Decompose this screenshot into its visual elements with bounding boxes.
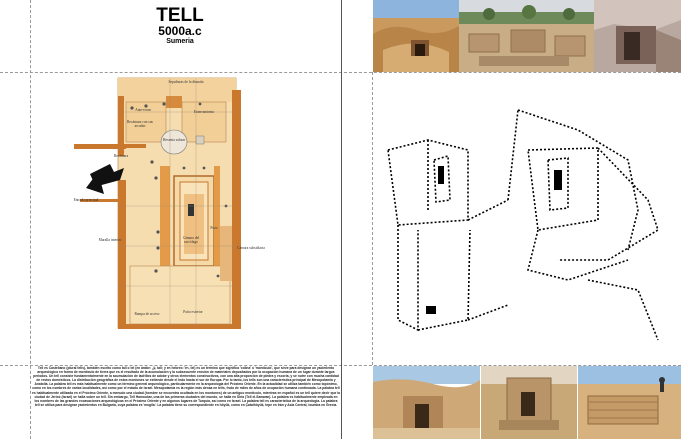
divider-left — [30, 0, 31, 439]
page-title: TELL — [156, 5, 204, 26]
plan-label-left-entrance: Recámara — [113, 154, 129, 158]
plan-label-burial: Enterramiento — [193, 110, 215, 114]
floor-plan — [70, 76, 270, 334]
divider-right-inner — [372, 72, 373, 365]
photo-stone-tomb-facade — [481, 366, 577, 439]
plan-label-top-right: Sepulturas de la dinastía — [168, 80, 204, 84]
photo-desert-rock-entrance — [373, 366, 480, 439]
page-subtitle-secondary: Sumeria — [166, 38, 194, 45]
plan-label-bottom-court: Patio exterior — [183, 310, 203, 314]
plan-label-left-side: Recámara con sus arcadas — [127, 120, 153, 128]
plan-label-center-low: Pozo — [210, 226, 218, 230]
plan-label-center-court: Hexenia saloon — [162, 138, 186, 142]
plan-label-left-lower: Muralla interior — [98, 238, 122, 242]
plan-label-bottom-left: Rampa de acceso — [134, 312, 160, 316]
floor-plan-drawing — [70, 76, 270, 334]
plan-label-center-mid: Cámara del sarcófago — [182, 236, 200, 244]
photo-excavation-village — [459, 0, 594, 72]
page-separator — [341, 0, 342, 439]
photo-desert-tomb — [373, 0, 459, 72]
plan-label-left-mid: Ante-room — [135, 108, 151, 112]
photo-rock-cut-tomb — [594, 0, 681, 72]
photo-excavation-wall — [578, 366, 681, 439]
tomb-sketch — [378, 90, 678, 360]
description-paragraph: Tell es Castellano (plural tells), también escrito como tall o tel (en árabe: تل, tall; y en hebreo: תל, tel) es un término que significa 'colina' o 'montículo', que sirve para designar un yacimiento arqueológico en forma de montículo de tierra que es el resultado de la acumulación y la subsecuente erosión de materiales depositados por la ocupación humana de un lugar durante largos periodos. Un tell consiste fundamentalmente en la acumulación de ladrillos de adobe y otros elementos constructivos, con una alta proporción de piedra y escoria, y se nutre con mucha cantidad de restos domésticos. La distribución geográfica de estos montones se extiende desde el Indo hasta el sur de Europa. Por lo tanto, los tells son una característica principal de Mesopotamia y Anatolia. La palabra tell es más habitualmente como un término general arqueológico, particularmente en la arqueología del Próximo Oriente. En la actualidad se utiliza también como topónimo, como en los nombres de varias localidades, así como por el estado de Israel. Mesopotamia es la región más densa en tells, fruto de miles de años de ocupación humana continuada. La palabra tell es habitualmente utilizada en el Próximo Oriente, a menudo una ciudad (hombre se encuentra ocultada en los montones) de un antiguo montículo, mientras en español es un tell quiere decir que la ciudad de Jericó (Israel) se halla sobre un tell. Sin embargo, Tell Hamoukar, una de las primeras ciudades del mundo, se halla en Siria (Tell el-Sawwan). La palabra es habitualmente empleada en los nombres de las grandes excavaciones arqueológicas en el Próximo Oriente y en algunos lugares de Turquía, así como en Israel. La palabra tell es característica de la arqueología. La palabra tell se utiliza para designar yacimientos en Bulgaria, cuya palabra es 'mogila'. La palabra tiene su correspondiente en höyük, como en Çatalhöyük, tepe en Irán y Asia Central, toumba en Grecia. — [32, 366, 340, 407]
plan-label-arrow: Entrada principal — [73, 198, 99, 202]
page-subtitle: 5000a.c — [158, 24, 202, 38]
plan-label-right-mid: Cámara subsidiaria — [237, 246, 265, 250]
